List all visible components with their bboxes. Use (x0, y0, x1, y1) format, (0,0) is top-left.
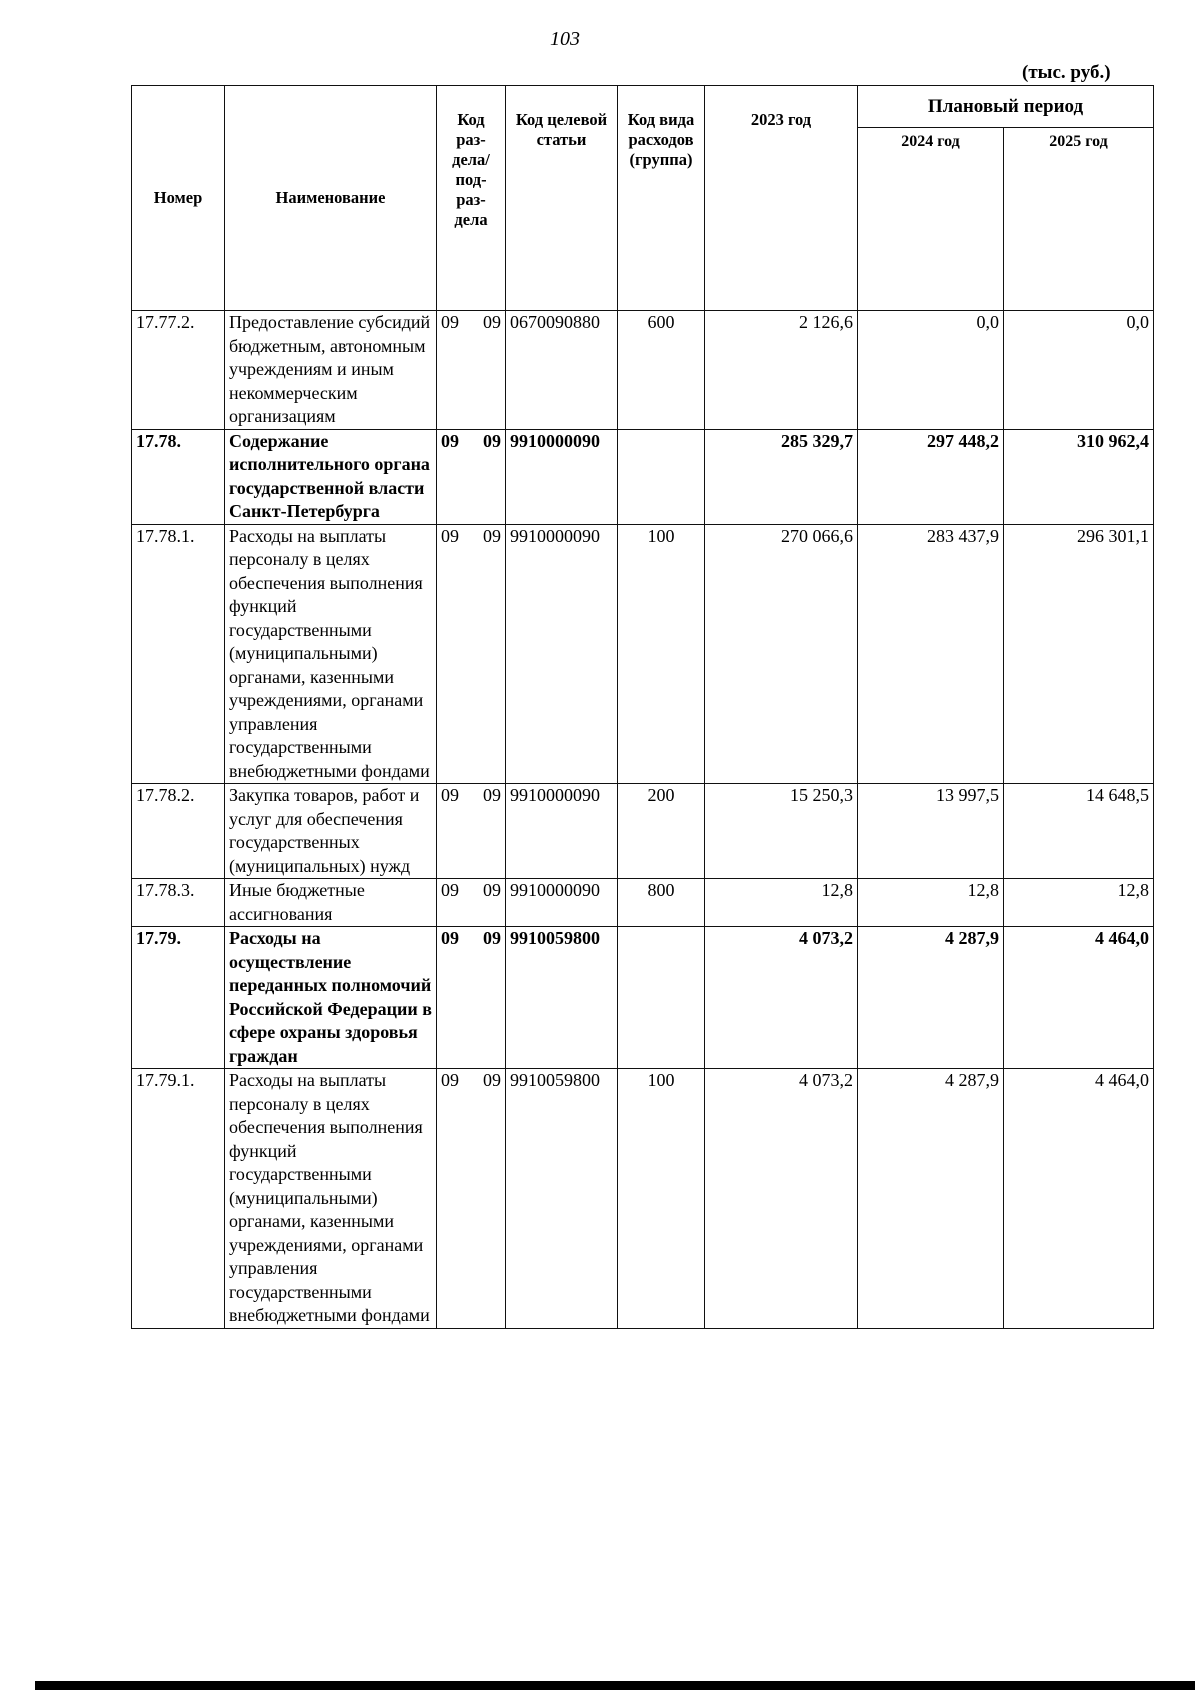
cell-number: 17.79.1. (132, 1069, 225, 1329)
table-row (132, 311, 1154, 430)
cell-name: Расходы на осуществление переданных полномочий Российской Федерации в сфере охраны здоровья граждан (225, 927, 437, 1069)
table-header (132, 86, 1154, 311)
cell-2023: 15 250,3 (705, 784, 858, 879)
header-section: Код раз-дела/ под-раз-дела (437, 86, 506, 311)
cell-2023: 2 126,6 (705, 311, 858, 430)
table-body (132, 311, 1154, 1329)
subsection-code: 09 (483, 430, 501, 451)
table-row (132, 927, 1154, 1069)
cell-target-code: 9910059800 (506, 1069, 618, 1329)
cell-expense-group: 200 (618, 784, 705, 879)
section-code: 09 (441, 1070, 459, 1090)
cell-2025: 4 464,0 (1004, 1069, 1154, 1329)
cell-section (437, 311, 506, 430)
cell-number: 17.78.3. (132, 879, 225, 927)
cell-section (437, 524, 506, 784)
cell-2024: 0,0 (858, 311, 1004, 430)
cell-2024: 4 287,9 (858, 927, 1004, 1069)
header-2024: 2024 год (858, 128, 1004, 311)
cell-2023: 270 066,6 (705, 524, 858, 784)
cell-target-code: 9910000090 (506, 429, 618, 524)
header-number: Номер (132, 86, 225, 311)
header-target: Код целевой статьи (506, 86, 618, 311)
subsection-code: 09 (483, 525, 501, 546)
section-code: 09 (441, 312, 459, 332)
cell-expense-group: 800 (618, 879, 705, 927)
subsection-code: 09 (483, 880, 501, 900)
cell-name: Иные бюджетные ассигнования (225, 879, 437, 927)
cell-number: 17.78.1. (132, 524, 225, 784)
table-row (132, 879, 1154, 927)
cell-target-code: 9910059800 (506, 927, 618, 1069)
cell-2023: 285 329,7 (705, 429, 858, 524)
section-code: 09 (441, 785, 459, 805)
cell-target-code: 9910000090 (506, 524, 618, 784)
cell-2025: 0,0 (1004, 311, 1154, 430)
table-row (132, 1069, 1154, 1329)
section-code: 09 (441, 525, 459, 546)
section-code: 09 (441, 880, 459, 900)
cell-section (437, 879, 506, 927)
cell-2024: 297 448,2 (858, 429, 1004, 524)
units-label: (тыс. руб.) (1022, 62, 1111, 83)
cell-2023: 12,8 (705, 879, 858, 927)
cell-number: 17.77.2. (132, 311, 225, 430)
cell-2025: 4 464,0 (1004, 927, 1154, 1069)
header-planned-period: Плановый период (858, 86, 1154, 128)
subsection-code: 09 (483, 1070, 501, 1090)
page-number: 103 (550, 28, 580, 50)
header-2023: 2023 год (705, 86, 858, 311)
cell-expense-group (618, 429, 705, 524)
cell-2025: 12,8 (1004, 879, 1154, 927)
cell-target-code: 9910000090 (506, 879, 618, 927)
subsection-code: 09 (483, 312, 501, 332)
table-row (132, 429, 1154, 524)
header-expense-type: Код вида расходов (группа) (618, 86, 705, 311)
cell-number: 17.78.2. (132, 784, 225, 879)
cell-name: Расходы на выплаты персоналу в целях обеспечения выполнения функций государственными (муниципальными) органами, казенными учреждениями, органами управления государственными внебюджетными фондами (225, 1069, 437, 1329)
cell-section (437, 784, 506, 879)
cell-name: Расходы на выплаты персоналу в целях обеспечения выполнения функций государственными (муниципальными) органами, казенными учреждениями, органами управления государственными внебюджетными фондами (225, 524, 437, 784)
cell-section (437, 1069, 506, 1329)
cell-expense-group: 100 (618, 1069, 705, 1329)
cell-number: 17.79. (132, 927, 225, 1069)
subsection-code: 09 (483, 928, 501, 948)
cell-expense-group (618, 927, 705, 1069)
cell-2023: 4 073,2 (705, 927, 858, 1069)
cell-2024: 13 997,5 (858, 784, 1004, 879)
cell-2024: 12,8 (858, 879, 1004, 927)
table-row (132, 524, 1154, 784)
cell-name: Закупка товаров, работ и услуг для обеспечения государственных (муниципальных) нужд (225, 784, 437, 879)
header-name: Наименование (225, 86, 437, 311)
header-2025: 2025 год (1004, 128, 1154, 311)
cell-name: Предоставление субсидий бюджетным, автономным учреждениям и иным некоммерческим организациям (225, 311, 437, 430)
cell-number: 17.78. (132, 429, 225, 524)
cell-2024: 283 437,9 (858, 524, 1004, 784)
section-code: 09 (441, 928, 459, 948)
cell-2025: 14 648,5 (1004, 784, 1154, 879)
subsection-code: 09 (483, 785, 501, 805)
cell-2025: 296 301,1 (1004, 524, 1154, 784)
table-row (132, 784, 1154, 879)
cell-target-code: 9910000090 (506, 784, 618, 879)
cell-expense-group: 600 (618, 311, 705, 430)
cell-2024: 4 287,9 (858, 1069, 1004, 1329)
cell-section (437, 429, 506, 524)
bottom-rule (35, 1681, 1195, 1690)
section-code: 09 (441, 430, 459, 451)
cell-name: Содержание исполнительного органа государственной власти Санкт-Петербурга (225, 429, 437, 524)
cell-2023: 4 073,2 (705, 1069, 858, 1329)
cell-target-code: 0670090880 (506, 311, 618, 430)
cell-section (437, 927, 506, 1069)
cell-expense-group: 100 (618, 524, 705, 784)
cell-2025: 310 962,4 (1004, 429, 1154, 524)
budget-table (131, 85, 1154, 1329)
